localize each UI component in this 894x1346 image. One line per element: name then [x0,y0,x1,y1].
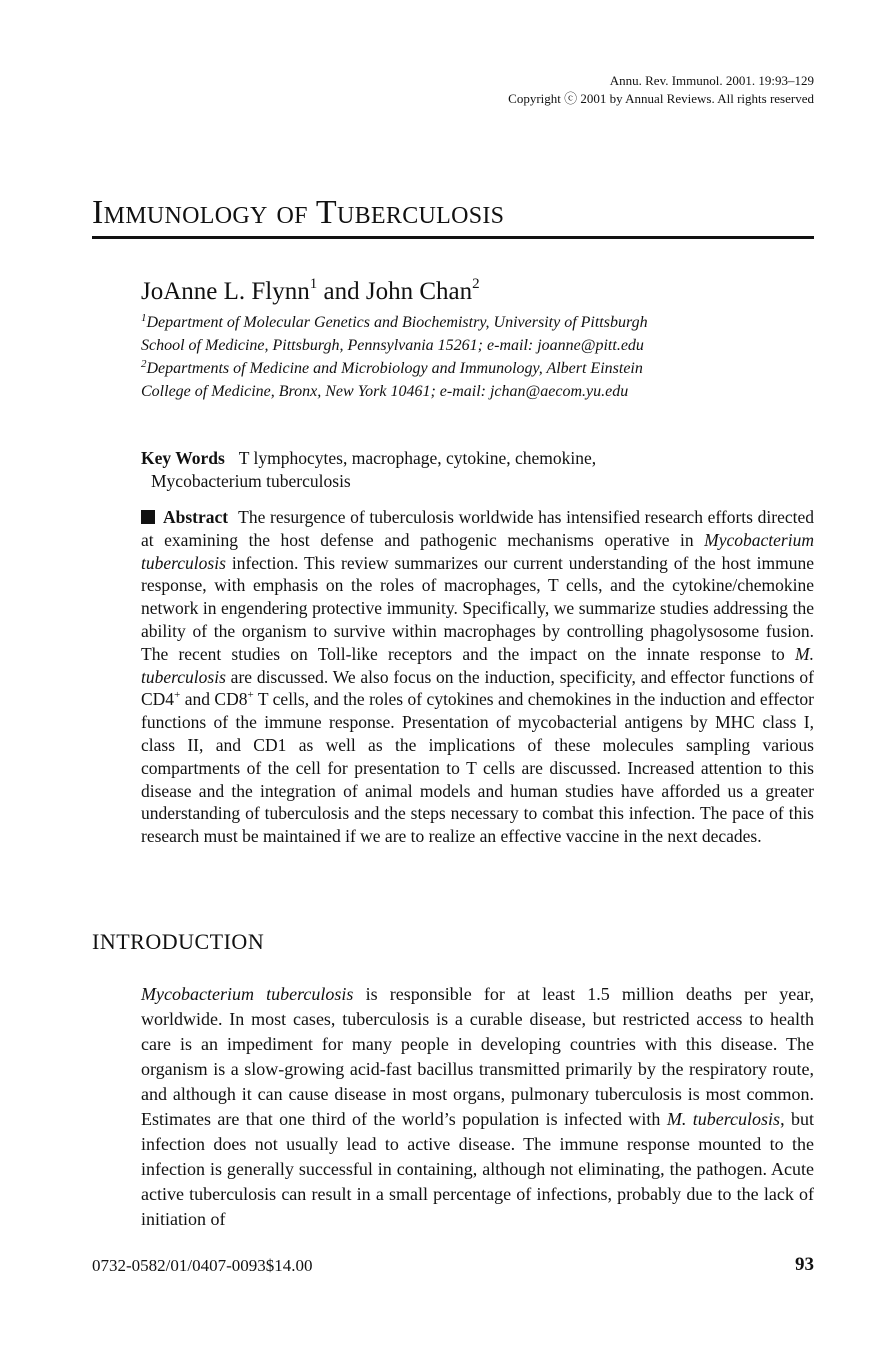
author-1: JoAnne L. Flynn [141,278,310,305]
abstract-text-2: infection. This review summarizes our current understanding of the host immune response, with emphasis on the roles of macrophages, T cells, and the cytokine/chemokine network in engendering protective immunity. Specifically, we summarize studies addressing the ability of the organism to survive within macrophages by controlling phagolysosome fusion. The recent studies on Toll-like receptors and the impact on the innate response to [141,552,814,664]
key-words-line2: Mycobacterium tuberculosis [151,471,351,491]
page-number: 93 [795,1254,814,1275]
abstract-sup-a: + [174,689,181,702]
author-connector: and [317,278,366,305]
citation-line: Annu. Rev. Immunol. 2001. 19:93–129 [609,73,814,88]
abstract-sup-b: + [247,689,254,702]
abstract-text-3: are discussed. We also focus on the induction, specificity, and effector functions of CD4 [141,666,814,710]
author-2: John Chan [365,278,473,305]
affiliation-1-line1 [141,311,821,334]
author-line [141,278,480,306]
abstract-label: Abstract [163,507,229,527]
intro-italic-2: M. tuberculosis [666,1109,781,1129]
affiliations [141,311,821,403]
abstract-text-4: and CD8 [180,689,248,710]
abstract-text-1: The resurgence of tuberculosis worldwide has intensified research efforts directed at examining the host defense and pathogenic mechanisms operative in [141,507,814,550]
key-words-label: Key Words [141,448,225,468]
section-heading: INTRODUCTION [92,929,265,954]
copyright-line: Copyright ⓒ 2001 by Annual Reviews. All rights reserved [508,91,814,106]
author-2-sup: 2 [472,276,480,292]
intro-text-1: is responsible for at least 1.5 million deaths per year, worldwide. In most cases, tuberculosis is a curable disease, but restricted access to health care is an impediment for many people in developing countries with this disease. The organism is a slow-growing acid-fast bacillus transmitted primarily by the respiratory route, and although it can cause disease in most organs, pulmonary tuberculosis is most common. Estimates are that one third of the world’s population is infected with [141,984,814,1129]
article-title: Immunology of Tuberculosis [92,192,814,239]
key-words [141,447,814,493]
footer-code: 0732-0582/01/0407-0093$14.00 [92,1256,313,1275]
square-bullet-icon [141,510,155,524]
affiliation-2-text1: Departments of Medicine and Microbiology and Immunology, Albert Einstein [146,360,643,377]
abstract [141,506,814,848]
intro-text-2: , but infection does not usually lead to active disease. The immune response mounted to the infection is generally successful in containing, although not eliminating, the pathogen. Acute active tuberculosis can result in a small percentage of infections, probably due to the lack of initiation of [141,1109,814,1229]
affiliation-1-text1: Department of Molecular Genetics and Biochemistry, University of Pittsburgh [146,314,648,331]
affiliation-1-line2: School of Medicine, Pittsburgh, Pennsylvania 15261; e-mail: joanne@pitt.edu [141,337,644,354]
journal-header [508,72,814,108]
abstract-text-5: T cells, and the roles of cytokines and chemokines in the induction and effector functions of the immune response. Presentation of mycobacterial antigens by MHC class I, class II, and CD1 as well as the implications of these molecules sampling various compartments of the cell for presentation to T cells are discussed. Increased attention to this disease and the integration of animal models and human studies have afforded us a greater understanding of tuberculosis and the steps necessary to combat this infection. The pace of this research must be maintained if we are to realize an effective vaccine in the next decades. [141,689,815,847]
affiliation-2-line1 [141,357,821,380]
abstract-italic-1: Mycobacterium tuberculosis [141,529,814,573]
intro-italic-1: Mycobacterium tuberculosis [141,984,354,1004]
key-words-line1: T lymphocytes, macrophage, cytokine, chemokine, [238,448,597,468]
affiliation-1-sup: 1 [141,312,147,324]
intro-paragraph [141,982,814,1232]
abstract-italic-2: M. tuberculosis [141,643,814,687]
affiliation-2-sup: 2 [141,358,147,370]
author-1-sup: 1 [309,276,318,292]
affiliation-2-line2: College of Medicine, Bronx, New York 10461; e-mail: jchan@aecom.yu.edu [141,383,629,400]
